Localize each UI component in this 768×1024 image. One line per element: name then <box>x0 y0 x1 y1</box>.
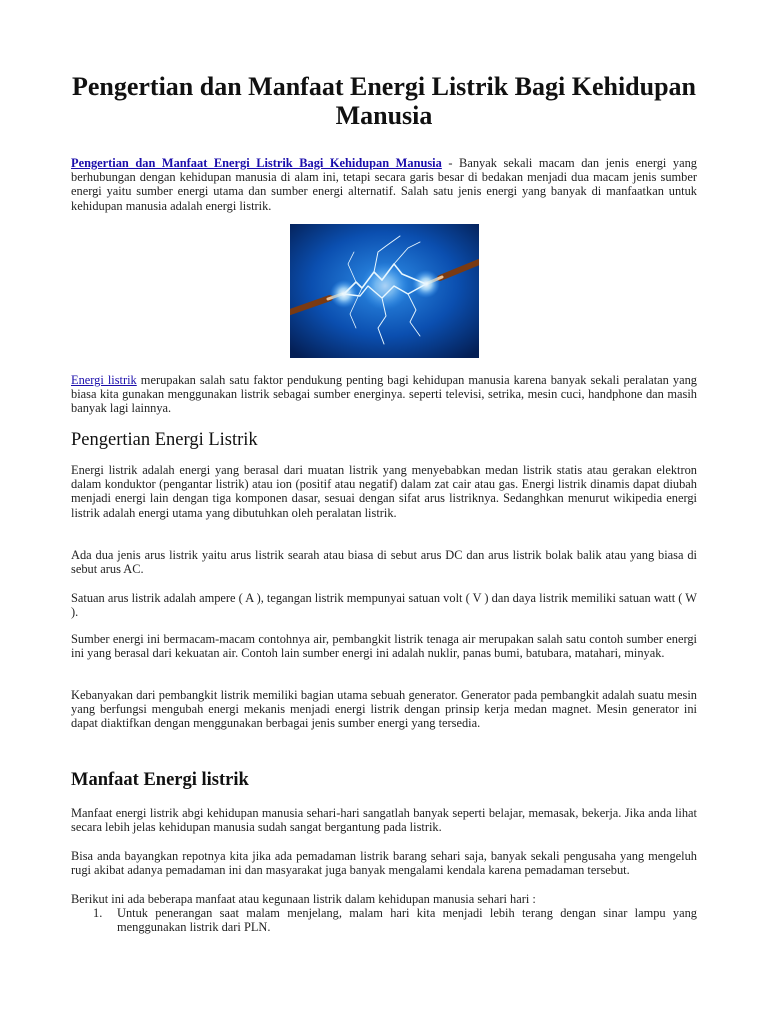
intro-paragraph <box>71 156 697 213</box>
section1-paragraph: Sumber energi ini bermacam-macam contohnya air, pembangkit listrik tenaga air merupakan salah satu contoh sumber energi ini yang berasal dari kekuatan air. Contoh lain sumber energi ini adalah nuklir, panas bumi, batubara, matahari, minyak. <box>71 632 697 661</box>
section1-paragraph: Ada dua jenis arus listrik yaitu arus listrik searah atau biasa di sebut arus DC dan arus listrik bolak balik atau yang biasa di sebut arus AC. <box>71 548 697 577</box>
intro-text: - Banyak sekali macam dan jenis energi yang berhubungan dengan kehidupan manusia di alam ini, tetapi secara garis besar di bedakan menjadi dua macam jenis sumber energi yaitu sumber energi utama dan sumber energi alternatif. Salah satu jenis energi yang banyak di manfaatkan untuk kehidupan manusia adalah energi listrik. <box>71 156 698 213</box>
section-heading-manfaat: Manfaat Energi listrik <box>71 770 249 790</box>
list-item-text: Untuk penerangan saat malam menjelang, malam hari kita menjadi lebih terang dengan sinar lampu yang menggunakan listrik dari PLN. <box>117 906 697 935</box>
section2-paragraph: Berikut ini ada beberapa manfaat atau kegunaan listrik dalam kehidupan manusia sehari hari : <box>71 892 536 906</box>
section1-paragraph: Energi listrik adalah energi yang berasal dari muatan listrik yang menyebabkan medan listrik statis atau gerakan elektron dalam konduktor (pengantar listrik) atau ion (positif atau negatif) dalam zat cair atau gas. Energi listrik dinamis dapat diubah menjadi energi lain dengan tiga komponen dasar, sesuai dengan sifat arus listriknya. Sedanghkan menurut wikipedia energi listrik adalah energi utama yang dibutuhkan oleh peralatan listrik. <box>71 463 697 520</box>
energy-paragraph <box>71 373 697 416</box>
energi-listrik-link[interactable]: Energi listrik <box>71 373 137 387</box>
section2-paragraph: Bisa anda bayangkan repotnya kita jika ada pemadaman listrik barang sehari saja, banyak sekali pengusaha yang mengeluh rugi akibat adanya pemadaman ini dan masyarakat juga banyak mengalami kendala karena pemadaman tersebut. <box>71 849 697 878</box>
intro-link[interactable]: Pengertian dan Manfaat Energi Listrik Bagi Kehidupan Manusia <box>71 156 442 170</box>
energy-text: merupakan salah satu faktor pendukung penting bagi kehidupan manusia karena banyak sekali peralatan yang biasa kita gunakan menggunakan listrik sebagai sumber energinya. seperti televisi, setrika, mesin cuci, handphone dan masih banyak lagi lainnya. <box>71 373 697 416</box>
section2-paragraph: Manfaat energi listrik abgi kehidupan manusia sehari-hari sangatlah banyak seperti belajar, memasak, bekerja. Jika anda lihat secara lebih jelas kehidupan manusia sudah sangat bergantung pada listrik. <box>71 806 697 835</box>
page-title: Pengertian dan Manfaat Energi Listrik Bagi Kehidupan Manusia <box>71 72 697 130</box>
section-heading-pengertian: Pengertian Energi Listrik <box>71 430 258 450</box>
section1-paragraph: Satuan arus listrik adalah ampere ( A ), tegangan listrik mempunyai satuan volt ( V ) dan daya listrik memiliki satuan watt ( W ). <box>71 591 697 620</box>
lightning-cables-image <box>290 224 479 358</box>
section1-paragraph: Kebanyakan dari pembangkit listrik memiliki bagian utama sebuah generator. Generator pada pembangkit adalah suatu mesin yang berfungsi mengubah energi mekanis menjadi energi listrik dengan prinsip kerja medan magnet. Mesin generator ini dapat diaktifkan dengan menggunakan berbagai jenis sumber energi yang tersedia. <box>71 688 697 731</box>
list-item-number: 1. <box>93 906 103 920</box>
